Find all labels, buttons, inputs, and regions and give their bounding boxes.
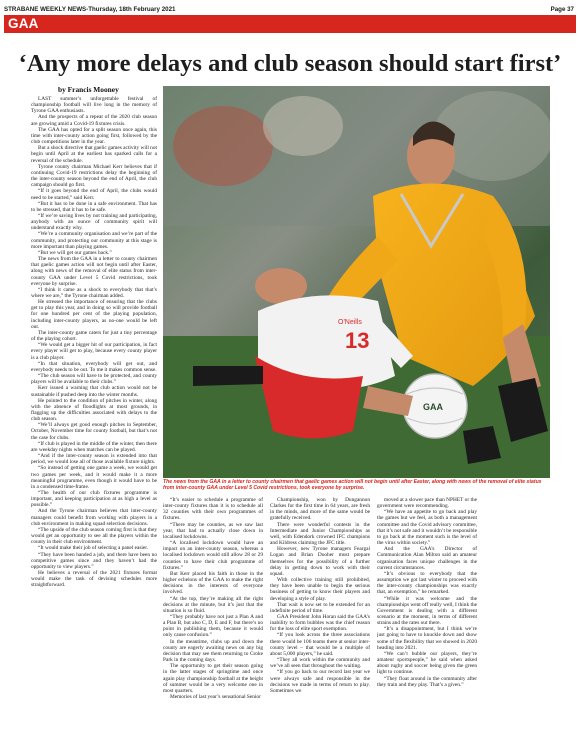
article-paragraph: That wait is now set to be extended for an indefinite period of time. bbox=[270, 601, 370, 614]
article-paragraph: LAST summer’s unforgettable festival of championship football will live long in the memory of Tyrone GAA enthusiasts. bbox=[31, 96, 157, 115]
article-paragraph: Championship, won by Dungannon Clarkes for the first time in 64 years, are fresh in the minds, and more of the same would be gratefully received. bbox=[270, 497, 370, 522]
photo-caption: The news from the GAA in a letter to county chairmen that gaelic games action will not begin until after Easter, along with news of the removal of elite status from inter-county GAA under Level 5 Covid restrictions, took everyone by surprise. bbox=[163, 479, 542, 491]
article-paragraph: The opportunity to get their season going in the latter stages of springtime and once again play championship football at the height of summer would be a very welcome one in most quarters. bbox=[163, 663, 263, 694]
article-paragraph: “I think it came as a shock to everybody that that’s where we are,” the Tyrone chairman added. bbox=[31, 286, 157, 299]
article-column-2 bbox=[163, 497, 263, 729]
article-paragraph: But Kerr placed his faith in those in the higher echelons of the GAA to make the right decisions in the interests of everyone involved. bbox=[163, 570, 263, 596]
article-paragraph: “They probably have not just a Plan A and a Plan B, but also C, D, E and F, but there’s no point in publishing them, because it would only cause confusion.” bbox=[163, 613, 263, 639]
article-paragraph: “But it has to be done in a safe environment. That has to be stressed, that it has to be safe. bbox=[31, 200, 157, 213]
article-paragraph: “They have been handed a job, and there have been no competitive games since and they haven’t had the opportunity to view players.” bbox=[31, 551, 157, 570]
article-paragraph: “If you go back to our record last year we were always safe and responsible in the decisions we made in terms of return to play. Sometimes we bbox=[270, 669, 370, 694]
article-paragraph: “We have an appetite to go back and play the games but we feel, as both a management committee and the Covid advisory committee, that it’s not safe and it wouldn’t be responsible to go back at the moment such is the level of the virus within society.” bbox=[377, 509, 477, 547]
match-photo bbox=[163, 86, 550, 478]
byline: by Francis Mooney bbox=[58, 85, 119, 94]
article-paragraph: And the prospects of a repeat of the 2020 club season are growing amid a Covid-19 fixtures crisis. bbox=[31, 114, 157, 127]
article-paragraph: With collective training still prohibited, they have been unable to begin the serious business of getting to know their players and developing a style of play. bbox=[270, 577, 370, 602]
article-paragraph: “The health of our club fixtures programme is important, and keeping participation at as high a level as possible.” bbox=[31, 490, 157, 509]
ball-logo: GAA bbox=[423, 402, 443, 412]
section-bar bbox=[4, 15, 576, 33]
article-paragraph: But a shock directive that gaelic games activity will not begin until April at the earliest has sparked calls for a reversal of the schedule. bbox=[31, 145, 157, 164]
jersey-number: 13 bbox=[345, 328, 370, 353]
article-paragraph: “We’re a community organisation and we’re part of the community, and protecting our community at this stage is more important than playing games. bbox=[31, 231, 157, 250]
article-paragraph: The GAA has opted for a split season once again, this time with inter-county action going first, followed by the club competitions later in the year. bbox=[31, 126, 157, 146]
article-paragraph: “We would get a bigger hit of our participation, in fact every player will get to play, because every county player is a club player. bbox=[31, 342, 157, 361]
article-paragraph: “So instead of getting one game a week, we would get two games per week, and it would make it a more meaningful programme, even though it would have to be in a condensed time-frame. bbox=[31, 465, 157, 490]
article-paragraph: “But we will get our games back.” bbox=[38, 249, 112, 256]
article-paragraph: Memories of last year’s sensational Senior bbox=[170, 694, 261, 700]
article-paragraph: In the meantime, clubs up and down the county are eagerly awaiting news on any big decision that may see them returning to Croke Park in the coming days. bbox=[163, 638, 263, 664]
article-paragraph: He believes a reversal of the 2021 fixtures format would make the task of devising schedules more straightforward. bbox=[31, 570, 157, 589]
article-paragraph: “If it goes beyond the end of April, the clubs would need to be started,” said Kerr. bbox=[31, 188, 157, 201]
article-paragraph: “They float around in the community after they train and they play. That’s a given.” bbox=[377, 675, 477, 688]
article-paragraph: He pointed to the condition of pitches in winter, along with the absence of floodlights at most grounds, in flagging up the difficulties associated with delays to the club season. bbox=[31, 397, 157, 423]
article-paragraph: “It’s easier to schedule a programme of inter-county fixtures than it is to schedule all 32 counties with their own programmes of fixtures. bbox=[163, 497, 263, 522]
article-paragraph: “While it was welcome and the championships went off really well, I think the Government is dealing with a different scenario at the moment, in terms of different strains and the rates out there. bbox=[377, 595, 477, 627]
article-paragraph: However, new Tyrone managers Feargal Logan and Brian Dooher must prepare themselves for the possibility of a further delay in getting down to work with their squad. bbox=[270, 546, 370, 577]
article-paragraph: “At the top, they’re making all the right decisions at the minute, but it’s just that the situation is so fluid. bbox=[163, 595, 263, 614]
article-paragraph: “The upside of the club season coming first is that they would get an opportunity to see all the players within the county in their club environment. bbox=[31, 526, 157, 546]
article-paragraph: “If club is played in the middle of the winter, then there are weekday nights when matches can be played. bbox=[31, 440, 157, 453]
paper-date: STRABANE WEEKLY NEWS-Thursday, 18th February 2021 bbox=[4, 6, 176, 13]
article-paragraph: “It would make their job of selecting a panel easier. bbox=[38, 545, 149, 552]
article-column-3 bbox=[270, 497, 370, 729]
article-paragraph: There were wonderful contests in the Intermediate and Junior Championships as well, with Edendork crowned IFC champions and Kildress claiming the JFC title. bbox=[270, 521, 370, 547]
article-paragraph: “In that situation, everybody will get out, and everybody needs to be out. To me it makes common sense. bbox=[31, 360, 157, 373]
article-paragraph: “They all work within the community and we’ve all seen that throughout the waiting. bbox=[270, 657, 370, 670]
section-label: GAA bbox=[8, 16, 39, 31]
article-paragraph: “If we’re saving lives by not training and participating, anybody with an ounce of community spirit will understand exactly why. bbox=[31, 212, 157, 232]
article-paragraph: The news from the GAA in a letter to county chairmen that gaelic games action will not begin until after Easter, along with news of the removal of elite status from inter-county GAA under Level 5 Covid restrictions, took everyone by surprise. bbox=[31, 256, 157, 287]
article-paragraph: “It’s a disappointment, but I think we’re just going to have to knuckle down and show some of the flexibility that we showed in 2020 heading into 2021. bbox=[377, 626, 477, 651]
article-paragraph: Kerr issued a warning that club action would not be sustainable if pushed deep into the winter months. bbox=[31, 385, 157, 398]
article-paragraph: “It’s obvious to everybody that the assumption we got last winter to proceed with the inter-county championships was exactly that, an exemption,” he remarked. bbox=[377, 570, 477, 596]
match-photo-graphic bbox=[163, 86, 550, 478]
article-paragraph: The inter-county game caters for just a tiny percentage of the playing cohort. bbox=[31, 329, 157, 343]
article-column-4 bbox=[377, 497, 477, 729]
article-paragraph: “We’ll always get good enough pitches in September, October, November time for county football, but that’s not the case for clubs. bbox=[31, 422, 157, 441]
article-paragraph: “There may be counties, as we saw last year, that had to actually close down in localised lockdowns. bbox=[163, 521, 263, 540]
masthead bbox=[4, 4, 576, 15]
article-paragraph: And the Tyrone chairman believes that inter-county managers could benefit from working with players in a club environment in making squad selection decisions. bbox=[31, 508, 157, 527]
football bbox=[403, 374, 467, 438]
article-paragraph: “The club season will have to be protected, and county players will be available to their clubs.” bbox=[31, 373, 157, 386]
article-column-1 bbox=[31, 96, 157, 728]
article-paragraph: moved at a slower pace than NPHET or the government were recommending. bbox=[377, 497, 477, 510]
article-paragraph: “If you look across the three associations there would be 106 teams there at senior inter-county level – that would be a multiple of about 5,000 players,” he said. bbox=[270, 632, 370, 657]
article-paragraph: He stressed the importance of ensuring that the clubs get to play this year, and in doing so will provide football for one hundred per cent of the playing population, including inter-county players, as no-one would be left out. bbox=[31, 299, 157, 330]
article-paragraph: “And if the inter-county season is extended into that period, we would lose all of those available fixture nights. bbox=[31, 453, 157, 466]
article-paragraph: “A localised lockdown would have an impact on an inter-county season, whereas a localised lockdown would still allow 28 or 29 counties to have their club programme of fixtures.” bbox=[163, 540, 263, 571]
article-paragraph: “We can’t bubble our players, they’re amateur sportspeople,” he said when asked about rugby and soccer being given the green light to continue. bbox=[377, 650, 477, 676]
headline: ‘Any more delays and club season should start first’ bbox=[18, 50, 562, 77]
jersey-sponsor: O'Neills bbox=[338, 319, 362, 326]
article-paragraph: Tyrone county chairman Michael Kerr believes that if continuing Covid-19 restrictions delay the beginning of the inter-county season beyond the end of April, the club campaign should go first. bbox=[31, 163, 157, 189]
article-paragraph: GAA President John Horan said the GAA’s inability to form bubbles was the chief reason for the loss of elite sport exemption. bbox=[270, 613, 370, 633]
page-number: Page 37 bbox=[550, 6, 574, 13]
article-paragraph: And the GAA’s Director of Communication Alan Milton said an amateur organisation faces unique challenges in the current circumstances. bbox=[377, 546, 477, 571]
